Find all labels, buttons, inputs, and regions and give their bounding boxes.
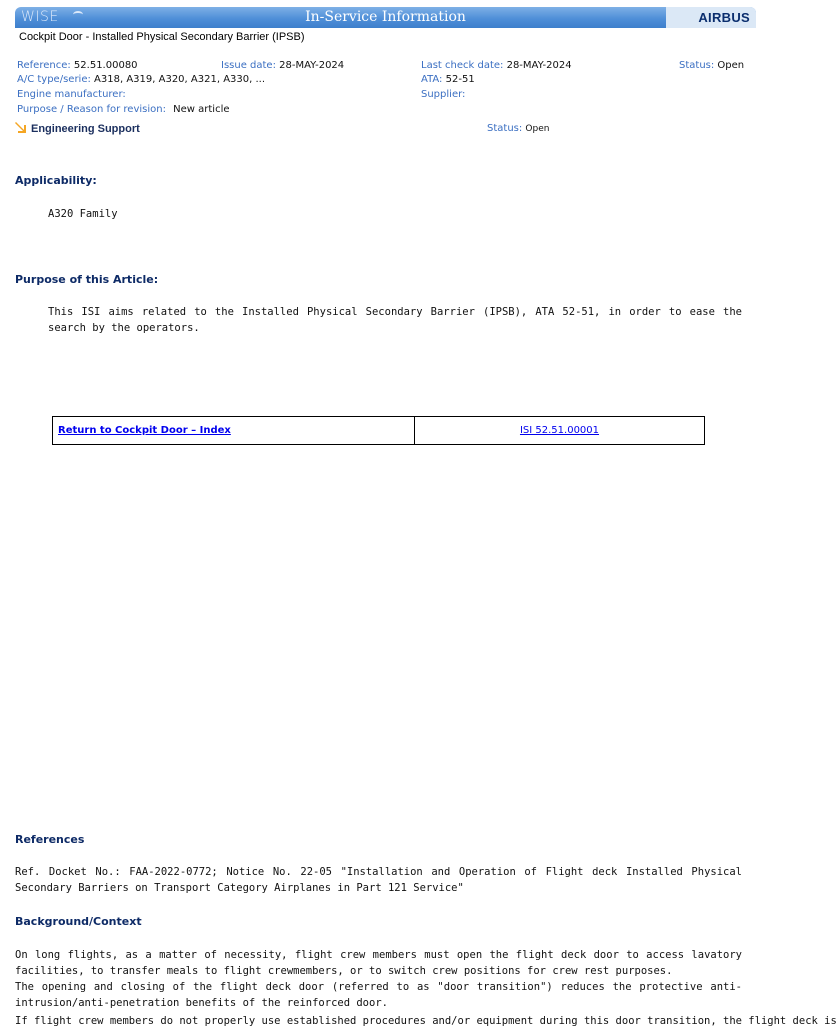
purpose-field	[17, 104, 230, 115]
last-check-label: Last check date:	[421, 60, 504, 71]
engineering-status-label: Status:	[487, 123, 523, 134]
ac-type-value: A318, A319, A320, A321, A330, ...	[94, 74, 266, 85]
orange-arrow-icon	[15, 121, 29, 134]
applicability-heading: Applicability:	[15, 174, 97, 187]
status-field	[679, 60, 744, 71]
background-paragraph-1: On long flights, as a matter of necessity, flight crew members must open the flight deck door to access lavatory facilities, to transfer meals to flight crewmembers, or to switch crew positions for crew rest purposes.	[15, 949, 742, 977]
supplier-field	[421, 89, 465, 100]
ac-type-field	[17, 74, 265, 85]
engineering-support-label: Engineering Support	[31, 123, 140, 135]
ata-label: ATA:	[421, 74, 443, 85]
background-paragraph-3: If flight crew members do not properly use established procedures and/or equipment during this door transition, the flight deck is	[15, 1015, 837, 1027]
reference-field	[17, 60, 138, 71]
nav-cell-left	[53, 417, 415, 444]
purpose-heading: Purpose of this Article:	[15, 273, 159, 286]
engine-label: Engine manufacturer:	[17, 89, 126, 100]
ata-field	[421, 74, 475, 85]
applicability-text: A320 Family	[48, 208, 118, 220]
engineering-status-value: Open	[525, 124, 550, 134]
last-check-value: 28-MAY-2024	[506, 60, 572, 71]
navigation-table	[52, 416, 705, 445]
engineering-support[interactable]	[15, 121, 140, 135]
return-to-index-link[interactable]: Return to Cockpit Door – Index	[58, 425, 231, 436]
last-check-field	[421, 60, 572, 71]
issue-date-value: 28-MAY-2024	[279, 60, 345, 71]
engine-field	[17, 89, 126, 100]
isi-reference-link[interactable]: ISI 52.51.00001	[519, 425, 600, 436]
status-label: Status:	[679, 60, 715, 71]
header-title: In-Service Information	[305, 9, 466, 25]
supplier-label: Supplier:	[421, 89, 466, 100]
header-bar	[15, 7, 756, 28]
purpose-value: New article	[173, 104, 230, 115]
engineering-status	[487, 123, 549, 134]
reference-label: Reference:	[17, 60, 71, 71]
airbus-logo	[666, 7, 756, 28]
ata-value: 52-51	[445, 74, 475, 85]
background-heading: Background/Context	[15, 915, 142, 928]
references-heading: References	[15, 833, 85, 846]
purpose-text: This ISI aims related to the Installed Physical Secondary Barrier (IPSB), ATA 52-51, in order to ease the search by the operators.	[48, 306, 742, 334]
issue-date-field	[221, 60, 344, 71]
status-value: Open	[717, 60, 745, 71]
document-title: Cockpit Door - Installed Physical Secondary Barrier (IPSB)	[19, 31, 305, 43]
references-text: Ref. Docket No.: FAA-2022-0772; Notice No. 22-05 "Installation and Operation of Flight deck Installed Physical Secondary Barriers on Transport Category Airplanes in Part 121 Service"	[15, 866, 742, 894]
wise-brand: WISE	[21, 9, 59, 25]
reference-value: 52.51.00080	[73, 60, 138, 71]
background-paragraph-2: The opening and closing of the flight deck door (referred to as "door transition") reduces the protective anti-intrusion/anti-penetration benefits of the reinforced door.	[15, 981, 742, 1009]
nav-cell-right	[415, 417, 704, 444]
purpose-label: Purpose / Reason for revision:	[17, 104, 166, 115]
issue-date-label: Issue date:	[221, 60, 276, 71]
airbus-logo-text: AIRBUS	[698, 10, 750, 25]
ac-type-label: A/C type/serie:	[17, 74, 91, 85]
